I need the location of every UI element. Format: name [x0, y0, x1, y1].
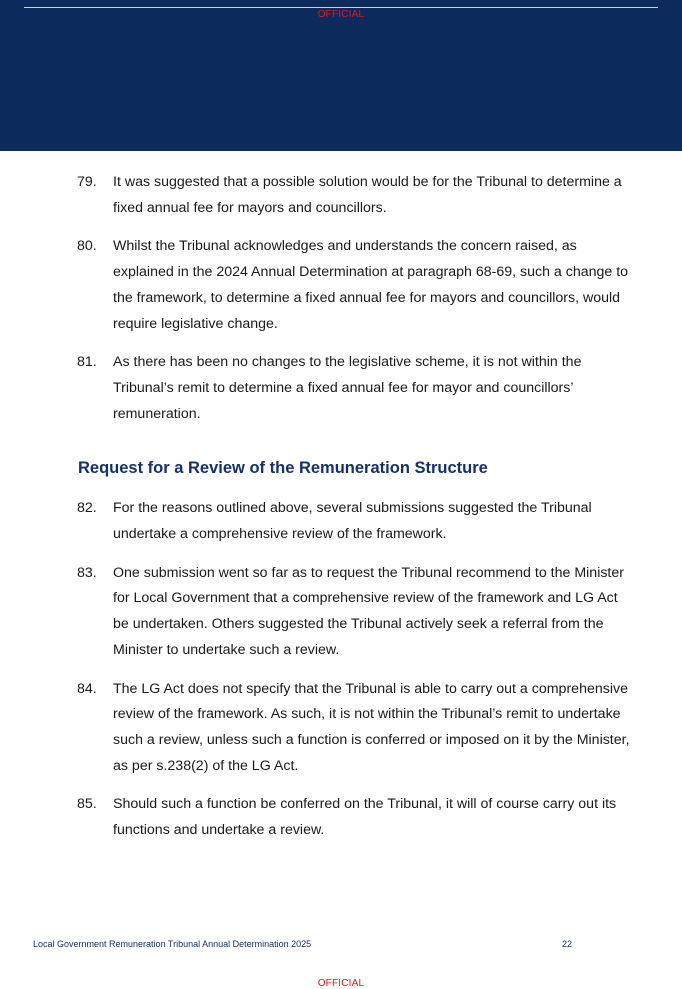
paragraph-text: Should such a function be conferred on the Tribunal, it will of course carry out its functions and undertake a review. — [113, 796, 617, 839]
paragraph-text: One submission went so far as to request the Tribunal recommend to the Minister for Local Government that a comprehensive review of the framework and LG Act be undertaken. Others suggested the Tribunal actively seek a referral from the Minister to undertake such a review. — [113, 564, 624, 658]
paragraph-text: The LG Act does not specify that the Tribunal is able to carry out a comprehensive review of the framework. As such, it is not within the Tribunal’s remit to undertake such a review, unless such a function is conferred or imposed on it by the Minister, as per s.238(2) of the LG Act. — [113, 680, 630, 774]
header-rule — [24, 7, 658, 8]
paragraph-number: 85. — [77, 796, 97, 813]
paragraph-text: Whilst the Tribunal acknowledges and understands the concern raised, as explained in the 2024 Annual Determination at paragraph 68-69, such a change to the framework, to determine a fixed annual fee for mayors and councillors, would require legislative change. — [113, 238, 629, 332]
paragraph-85 — [77, 792, 637, 843]
paragraph-number: 81. — [77, 354, 97, 371]
document-body — [77, 170, 637, 857]
footer-document-title: Local Government Remuneration Tribunal Annual Determination 2025 — [33, 939, 312, 949]
paragraph-83 — [77, 561, 637, 664]
paragraph-84 — [77, 677, 637, 780]
header-band — [0, 0, 682, 151]
paragraph-text: For the reasons outlined above, several submissions suggested the Tribunal undertake a comprehensive review of the framework. — [113, 500, 592, 543]
paragraph-number: 80. — [77, 238, 97, 255]
paragraph-81 — [77, 350, 637, 427]
classification-label-bottom: OFFICIAL — [317, 978, 365, 989]
section-heading: Request for a Review of the Remuneration Structure — [78, 459, 488, 478]
paragraph-number: 79. — [77, 174, 97, 190]
paragraph-82 — [77, 496, 637, 547]
paragraph-80 — [77, 234, 637, 337]
paragraph-text: As there has been no changes to the legislative scheme, it is not within the Tribunal’s remit to determine a fixed annual fee for mayor and councillors’ remuneration. — [113, 354, 582, 422]
paragraph-79 — [77, 170, 637, 221]
paragraph-text: It was suggested that a possible solution would be for the Tribunal to determine a fixed annual fee for mayors and councillors. — [113, 174, 622, 216]
classification-label-top: OFFICIAL — [317, 9, 365, 20]
paragraph-number: 82. — [77, 500, 97, 517]
paragraph-number: 84. — [77, 680, 97, 697]
footer-page-number: 22 — [562, 939, 573, 949]
paragraph-number: 83. — [77, 564, 97, 581]
